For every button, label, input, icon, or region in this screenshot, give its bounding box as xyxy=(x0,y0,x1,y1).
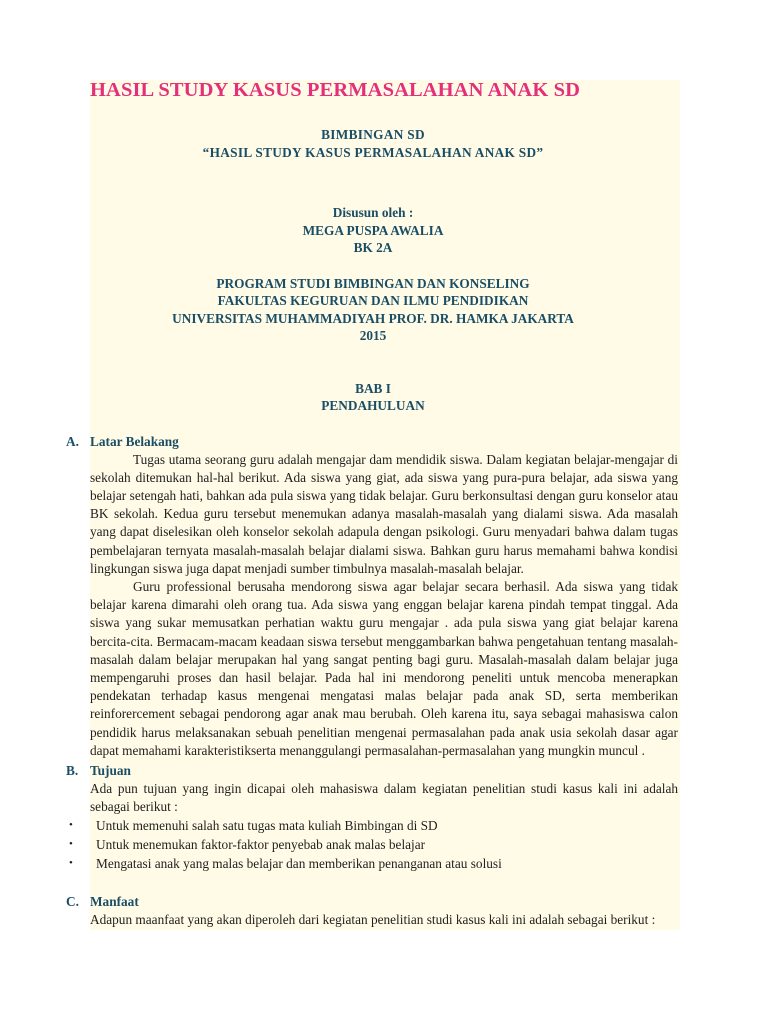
cover-line-1: BIMBINGAN SD xyxy=(321,127,425,142)
university-name: UNIVERSITAS MUHAMMADIYAH PROF. DR. HAMKA JAKARTA xyxy=(172,310,574,326)
year: 2015 xyxy=(359,328,387,343)
bullet-icon: • xyxy=(69,857,73,870)
author-label: Disusun oleh : xyxy=(332,205,414,220)
cover-line-2: “HASIL STUDY KASUS PERMASALAHAN ANAK SD” xyxy=(202,144,544,160)
bullet-icon: • xyxy=(69,819,73,832)
author-name: MEGA PUSPA AWALIA xyxy=(302,222,444,238)
bullet-icon: • xyxy=(69,838,73,851)
list-item: • Untuk memenuhi salah satu tugas mata kuliah Bimbingan di SD xyxy=(69,818,438,834)
document-title: HASIL STUDY KASUS PERMASALAHAN ANAK SD xyxy=(90,79,581,101)
section-title: Manfaat xyxy=(90,894,139,910)
author-block xyxy=(66,204,680,257)
list-item: • Untuk menemukan faktor-faktor penyebab anak malas belajar xyxy=(69,837,426,853)
section-title: Latar Belakang xyxy=(90,433,179,449)
faculty-name: FAKULTAS KEGURUAN DAN ILMU PENDIDIKAN xyxy=(217,293,529,308)
section-a-paragraph-1 xyxy=(90,451,678,578)
chapter-name: PENDAHULUAN xyxy=(321,398,425,413)
program-name: PROGRAM STUDI BIMBINGAN DAN KONSELING xyxy=(216,275,530,291)
chapter-number: BAB I xyxy=(355,380,391,396)
institution-block xyxy=(66,275,680,345)
author-class: BK 2A xyxy=(353,240,393,255)
paragraph-text: Tugas utama seorang guru adalah mengajar dam mendidik siswa. Dalam kegiatan belajar-mengajar di sekolah ditemukan hal-hal berikut. Ada siswa yang giat, ada siswa yang pura-pura belajar, ada siswa yang belajar setengah hati, bahkan ada pula siswa yang tidak belajar. Guru berkonsultasi dengan guru konselor atau BK sekolah. Kedua guru tersebut menemukan adanya masalah-masalah yang dialami siswa. Ada masalah yang dapat diselesikan oleh konselor sekolah adapula dengan psikologi. Guru menyadari bahwa dalam tugas pembelajaran ternyata masalah-masalah belajar dialami siswa. Bahkan guru harus memahami bahwa kondisi lingkungan siswa juga dapat menjadi sumber timbulnya masalah-masalah belajar. xyxy=(90,451,678,576)
section-c-heading xyxy=(66,893,680,911)
list-item: • Mengatasi anak yang malas belajar dan memberikan penanganan atau solusi xyxy=(69,856,502,872)
section-title: Tujuan xyxy=(90,762,131,778)
cover-heading xyxy=(66,126,680,161)
section-b-heading xyxy=(66,762,680,780)
section-c-intro: Adapun maanfaat yang akan diperoleh dari kegiatan penelitian studi kasus kali ini adalah sebagai berikut : xyxy=(90,912,656,928)
chapter-heading xyxy=(66,380,680,415)
document-content xyxy=(66,78,680,930)
objectives-list xyxy=(66,816,680,873)
section-a-paragraph-2 xyxy=(90,578,678,760)
paragraph-text: Guru professional berusaha mendorong siswa agar belajar secara berhasil. Ada siswa yang tidak belajar karena dimarahi oleh orang tua. Ada siswa yang enggan belajar karena pindah tempat tinggal. Ada siswa yang sukar memusatkan perhatian waktu guru mengajar . ada pula siswa yang giat belajar karena bercita-cita. Bermacam-macam keadaan siswa tersebut menggambarkan bahwa pengetahuan tentang masalah-masalah dalam belajar merupakan hal yang sangat penting bagi guru. Masalah-masalah dalam belajar juga mempengaruhi proses dan hasil belajar. Pada hal ini mendorong peneliti untuk mencoba menerapkan pendekatan terhadap kasus mengenai mengatasi malas belajar pada anak SD, serta memberikan reinforercement sebagai pendorong agar anak mau berubah. Oleh karena itu, saya sebagai mahasiswa calon pendidik harus melaksanakan sebuah penelitian mengenai permasalahan pada anak usia sekolah dasar agar dapat memahami karakteristikserta menanggulangi permasalahan-permasalahan yang mungkin muncul . xyxy=(90,578,678,758)
section-letter: A. xyxy=(66,433,79,449)
section-b-intro: Ada pun tujuan yang ingin dicapai oleh mahasiswa dalam kegiatan penelitian studi kasus kali ini adalah sebagai berikut : xyxy=(90,780,678,815)
section-a-heading xyxy=(66,433,680,451)
section-letter: B. xyxy=(66,762,79,778)
section-letter: C. xyxy=(66,894,79,910)
